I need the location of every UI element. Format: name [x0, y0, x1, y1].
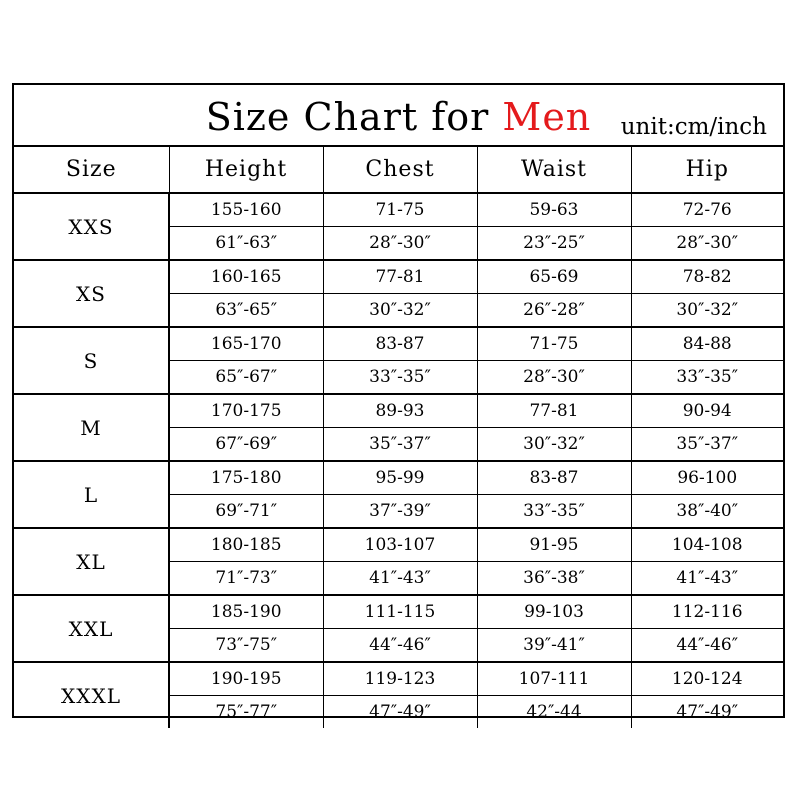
table-row: [14, 260, 783, 294]
cm-cell: 59-63: [477, 193, 631, 227]
cm-cell: 83-87: [477, 461, 631, 495]
inch-cell: 28″-30″: [477, 361, 631, 395]
cm-cell: 83-87: [323, 327, 477, 361]
cm-cell: 78-82: [631, 260, 783, 294]
cm-cell: 185-190: [169, 595, 323, 629]
table-row: [14, 193, 783, 227]
title-prefix: Size Chart for: [205, 95, 503, 139]
inch-cell: 30″-32″: [631, 294, 783, 328]
inch-cell: 71″-73″: [169, 562, 323, 596]
title-row: [14, 85, 783, 147]
size-label: L: [14, 461, 169, 528]
cm-cell: 107-111: [477, 662, 631, 696]
inch-cell: 63″-65″: [169, 294, 323, 328]
cm-cell: 120-124: [631, 662, 783, 696]
cm-cell: 90-94: [631, 394, 783, 428]
inch-cell: 35″-37″: [323, 428, 477, 462]
size-label: XXL: [14, 595, 169, 662]
table-row: [14, 662, 783, 696]
table-row: [14, 595, 783, 629]
table-row: [14, 461, 783, 495]
cm-cell: 103-107: [323, 528, 477, 562]
cm-cell: 111-115: [323, 595, 477, 629]
cm-cell: 65-69: [477, 260, 631, 294]
cm-cell: 119-123: [323, 662, 477, 696]
cm-cell: 160-165: [169, 260, 323, 294]
cm-cell: 95-99: [323, 461, 477, 495]
inch-cell: 67″-69″: [169, 428, 323, 462]
cm-cell: 165-170: [169, 327, 323, 361]
size-label: XXXL: [14, 662, 169, 728]
inch-cell: 73″-75″: [169, 629, 323, 663]
column-header-waist: Waist: [477, 147, 631, 193]
header-row: [14, 147, 783, 193]
inch-cell: 47″-49″: [323, 696, 477, 729]
inch-cell: 39″-41″: [477, 629, 631, 663]
cm-cell: 96-100: [631, 461, 783, 495]
inch-cell: 65″-67″: [169, 361, 323, 395]
cm-cell: 77-81: [477, 394, 631, 428]
column-header-size: Size: [14, 147, 169, 193]
cm-cell: 104-108: [631, 528, 783, 562]
cm-cell: 155-160: [169, 193, 323, 227]
inch-cell: 35″-37″: [631, 428, 783, 462]
cm-cell: 175-180: [169, 461, 323, 495]
inch-cell: 41″-43″: [631, 562, 783, 596]
inch-cell: 33″-35″: [477, 495, 631, 529]
inch-cell: 30″-32″: [477, 428, 631, 462]
table-body: [14, 193, 783, 728]
size-chart: [12, 83, 785, 722]
cm-cell: 71-75: [323, 193, 477, 227]
cm-cell: 77-81: [323, 260, 477, 294]
cm-cell: 71-75: [477, 327, 631, 361]
table-row: [14, 394, 783, 428]
inch-cell: 44″-46″: [631, 629, 783, 663]
cm-cell: 190-195: [169, 662, 323, 696]
unit-label: unit:cm/inch: [620, 114, 767, 140]
size-label: S: [14, 327, 169, 394]
inch-cell: 38″-40″: [631, 495, 783, 529]
size-label: M: [14, 394, 169, 461]
column-header-height: Height: [169, 147, 323, 193]
column-header-chest: Chest: [323, 147, 477, 193]
inch-cell: 33″-35″: [323, 361, 477, 395]
inch-cell: 44″-46″: [323, 629, 477, 663]
inch-cell: 36″-38″: [477, 562, 631, 596]
cm-cell: 180-185: [169, 528, 323, 562]
inch-cell: 69″-71″: [169, 495, 323, 529]
column-header-hip: Hip: [631, 147, 783, 193]
cm-cell: 72-76: [631, 193, 783, 227]
inch-cell: 47″-49″: [631, 696, 783, 729]
size-label: XL: [14, 528, 169, 595]
inch-cell: 42″-44: [477, 696, 631, 729]
cm-cell: 99-103: [477, 595, 631, 629]
table-row: [14, 327, 783, 361]
inch-cell: 41″-43″: [323, 562, 477, 596]
inch-cell: 23″-25″: [477, 227, 631, 261]
cm-cell: 91-95: [477, 528, 631, 562]
size-label: XS: [14, 260, 169, 327]
inch-cell: 28″-30″: [631, 227, 783, 261]
title-highlight: Men: [502, 95, 592, 139]
inch-cell: 33″-35″: [631, 361, 783, 395]
cm-cell: 112-116: [631, 595, 783, 629]
inch-cell: 26″-28″: [477, 294, 631, 328]
inch-cell: 75″-77″: [169, 696, 323, 729]
size-label: XXS: [14, 193, 169, 260]
size-table: [14, 147, 783, 728]
inch-cell: 30″-32″: [323, 294, 477, 328]
inch-cell: 37″-39″: [323, 495, 477, 529]
inch-cell: 28″-30″: [323, 227, 477, 261]
table-row: [14, 528, 783, 562]
cm-cell: 89-93: [323, 394, 477, 428]
cm-cell: 84-88: [631, 327, 783, 361]
inch-cell: 61″-63″: [169, 227, 323, 261]
cm-cell: 170-175: [169, 394, 323, 428]
